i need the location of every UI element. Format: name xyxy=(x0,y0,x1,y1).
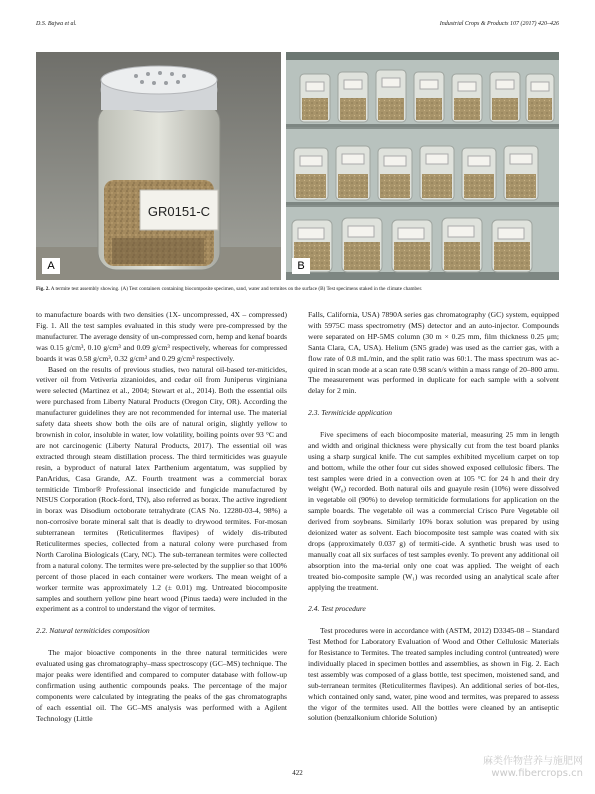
right-column xyxy=(308,310,559,724)
panel-a-label: A xyxy=(42,258,60,274)
panel-a-photo xyxy=(36,52,281,280)
jar-label-text: GR0151-C xyxy=(147,204,211,219)
panel-b-label: B xyxy=(292,258,310,274)
climate-chamber-illustration xyxy=(286,52,559,280)
body-paragraph: The major bioactive components in the three natural termiticides were evaluated using gas chromatography–mass spectroscopy (GC–MS) technique. The major peaks were identified and compared to computer database with follow-up confirmation using authentic compounds peaks. The percentage of the major components were calculated by integrating the peaks of the gas chromatographs of each essential oil. The GC–MS analysis was performed with a Agilent Technology (Little xyxy=(36,648,287,723)
caption-text: A termite test assembly showing. (A) Test containers containing biocomposite specimen, sand, water and termites on the surface (B) Test specimens staked in the climate chamber. xyxy=(49,286,423,292)
spacer xyxy=(36,637,287,648)
watermark-line-1: 麻类作物营养与施肥网 xyxy=(483,756,583,767)
left-column xyxy=(36,310,287,724)
spacer xyxy=(308,594,559,605)
body-paragraph: Falls, California, USA) 7890A series gas chromatography (GC) system, equipped with 5975C mass spectrometry (MS) detector and an auto-injector. Compounds were separated on HP-5MS column (30 m × 0.25 mm, film thickness 0.25 μm; Santa Clara, CA, USA). Helium (5N5 grade) was used as the carrier gas, with a flow rate of 0.8 mL/min, and the split ratio was 60:1. The mass spectrum was ac-quired in scan mode at a scan rate 0.98 scan/s within a mass range of 20–800 amu. The measurement was performed in duplicate for each sample with a solvent delay for 2 min. xyxy=(308,310,559,396)
page-number: 422 xyxy=(292,769,303,777)
section-heading: 2.3. Termiticide application xyxy=(308,408,393,418)
section-heading: 2.4. Test procedure xyxy=(308,604,366,614)
header-authors: D.S. Bajwa et al. xyxy=(36,21,77,27)
running-header xyxy=(36,21,559,31)
body-paragraph: Five specimens of each biocomposite material, measuring 25 mm in length and width and original thickness were physically cut from the test board planks using a sharp surgical knife. The cut samples exhibited mycelium carpet on top and bottom, while the other four cut sides showed exposed cellulosic fibers. The test samples were dried in a convection oven at 105 °C for 24 h and their dry weight (W₀) recorded. Both natural oils and guayule resin (10%) were dissolved in vegetable oil (90%) to develop termiticide formulations for application on the sample boards. The vegetable oil was a commercial Crisco Pure Vegetable oil derived from soybeans. Similarly 10% borax solution was prepared by using deionized water as solvent. Each biocomposite test sample was coated with six drops (approximately 0.037 g) of termiti-cide. A synthetic brush was used to manually coat all six surfaces of test samples evenly. To prevent any additional oil absorption into the ma-terial only one coat was applied. The weight of each treated bio-composite sample (W₁) was recorded using an analytical scale after applying the treatment. xyxy=(308,429,559,592)
spacer xyxy=(308,397,559,408)
spacer xyxy=(308,419,559,430)
watermark xyxy=(483,756,583,780)
spacer xyxy=(308,615,559,626)
body-paragraph: to manufacture boards with two densities (1X- uncompressed, 4X – compressed) Fig. 1. All the test samples evaluated in this study were pre-compressed by the manufacturer. The average density of un-compressed corn, hemp and kenaf boards was 0.15 g/cm³, 0.10 g/cm³ and 0.09 g/cm³ respectively, whereas for compressed boards it was 0.58 g/cm³, 0.32 g/cm³ and 0.29 g/cm³ respectively. xyxy=(36,310,287,363)
figure-caption xyxy=(36,286,559,293)
panel-b-photo xyxy=(286,52,559,280)
body-paragraph: Test procedures were in accordance with (ASTM, 2012) D3345-08 – Standard Test Method for Laboratory Evaluation of Wood and Other Cellulosic Materials for Resistance to Termites. The treated samples including control (untreated) were individually placed in specimen bottles and assemblies, as shown in Fig. 2. Each test assembly was composed of a glass bottle, test specimen, moistened sand, and sub-terranean termites (Reticulitermes flavipes). An additional series of bot-tles, which contained only sand, water, pine wood and termites, was prepared to assess the vigor of the termites used. All the bottles were cleaned by an antiseptic solution (benzalkonium chloride Solution) xyxy=(308,626,559,723)
jar-photo-illustration xyxy=(36,52,281,280)
body-paragraph: Based on the results of previous studies, two natural oil-based ter-miticides, vetiver oil from Vetiveria zizanioides, and cedar oil from Juniperus virginiana were selected (Martinez et al., 2004; Stewart et al., 2014). Both the essential oils were purchased from Liberty Natural Products (Oregon City, OR). According the manufacturer guidelines they are not recommended for internal use. The material safety data sheets show both the oils are of natural origin, slightly yellow to brownish in color, insoluble in water, low volatility, boiling points over 93 °C and are not carcinogenic (Liberty Natural Products, 2017). The essential oil was extracted through steam distillation process. The third termiticides was guayule resin, a byproduct of natural latex Parthenium argentatum, was supplied by PanAridus, Casa Grande, AZ. Fourth treatment was a commercial borax termiticide Timbor® Professional insecticide and fungicide manufactured by NISUS Corporation (Rock-ford, TN), also referred as borax. The active ingredient in borax was Disodium octoborate tetrahydrate (CAS No. 12280-03-4, 98%) a non-corrosive borate mineral salt that is deadly to drywood termites. For-mosan subterranean termites (Reticulitermes flavipes) of widely dis-tributed Reticulitermes species, collected from a natural colony were purchased from North Carolina Biologicals (Cary, NC). The sub-terranean termites were collected from a natural colony. The termites were pre-selected by the supplier so that 100% percent of those placed in each container were workers. The mean weight of a worker termite was approximately 1.2 (± 0.01) mg. Untreated biocomposite samples and southern yellow pine heart wood (Pinus taeda) were included in the experiment as a control to understand the vigor of termites. xyxy=(36,364,287,614)
spacer xyxy=(36,615,287,626)
section-heading: 2.2. Natural termiticides composition xyxy=(36,626,150,636)
header-journal: Industrial Crops & Products 107 (2017) 420–426 xyxy=(439,21,559,27)
caption-label: Fig. 2. xyxy=(36,286,50,292)
figure-2 xyxy=(36,52,559,280)
watermark-line-2: www.fibercrops.cn xyxy=(491,768,583,779)
